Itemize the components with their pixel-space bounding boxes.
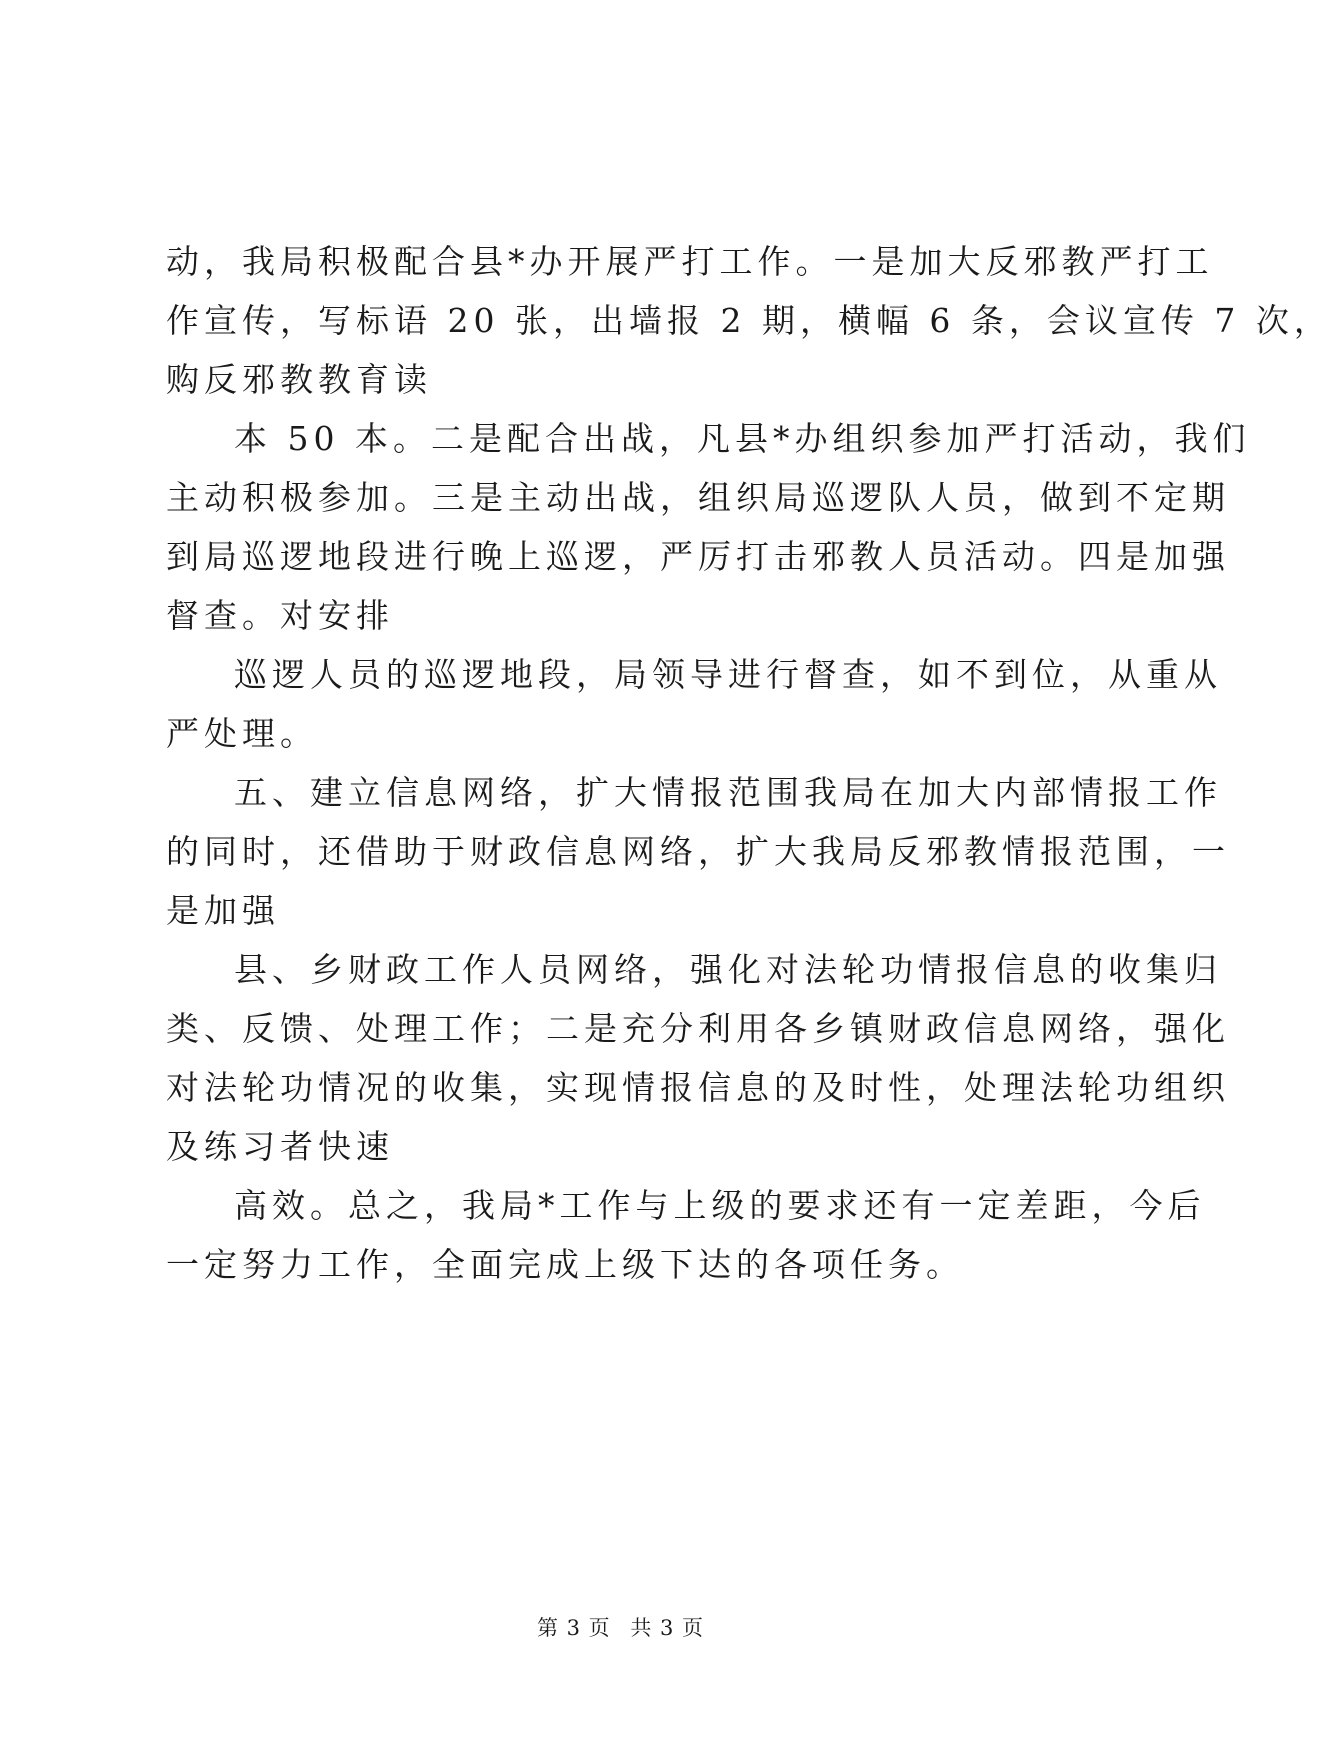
page-number: 第 3 页 bbox=[536, 1616, 611, 1640]
page-total: 共 3 页 bbox=[630, 1616, 705, 1640]
text-line: 类、反馈、处理工作；二是充分利用各乡镇财政信息网络，强化 bbox=[166, 1009, 1230, 1048]
text-line: 高效。总之，我局*工作与上级的要求还有一定差距，今后 bbox=[234, 1186, 1206, 1225]
text-line: 动，我局积极配合县*办开展严打工作。一是加大反邪教严打工 bbox=[166, 242, 1214, 281]
text-line: 作宣传，写标语 20 张，出墙报 2 期，横幅 6 条，会议宣传 7 次， bbox=[166, 301, 1332, 340]
text-line: 本 50 本。二是配合出战，凡县*办组织参加严打活动，我们 bbox=[234, 419, 1251, 458]
text-line: 一定努力工作，全面完成上级下达的各项任务。 bbox=[166, 1245, 964, 1284]
text-line: 巡逻人员的巡逻地段，局领导进行督查，如不到位，从重从 bbox=[234, 655, 1222, 694]
text-line: 严处理。 bbox=[166, 714, 318, 753]
text-line: 及练习者快速 bbox=[166, 1127, 394, 1166]
text-line: 是加强 bbox=[166, 891, 280, 930]
text-line: 购反邪教教育读 bbox=[166, 360, 432, 399]
text-line: 对法轮功情况的收集，实现情报信息的及时性，处理法轮功组织 bbox=[166, 1068, 1230, 1107]
text-line: 到局巡逻地段进行晚上巡逻，严厉打击邪教人员活动。四是加强 bbox=[166, 537, 1230, 576]
text-line: 督查。对安排 bbox=[166, 596, 394, 635]
text-line: 主动积极参加。三是主动出战，组织局巡逻队人员，做到不定期 bbox=[166, 478, 1230, 517]
text-line: 的同时，还借助于财政信息网络，扩大我局反邪教情报范围，一 bbox=[166, 832, 1230, 871]
text-line: 五、建立信息网络，扩大情报范围我局在加大内部情报工作 bbox=[234, 773, 1222, 812]
document-body bbox=[166, 232, 1332, 1294]
page-footer bbox=[0, 1612, 1241, 1642]
text-line: 县、乡财政工作人员网络，强化对法轮功情报信息的收集归 bbox=[234, 950, 1222, 989]
